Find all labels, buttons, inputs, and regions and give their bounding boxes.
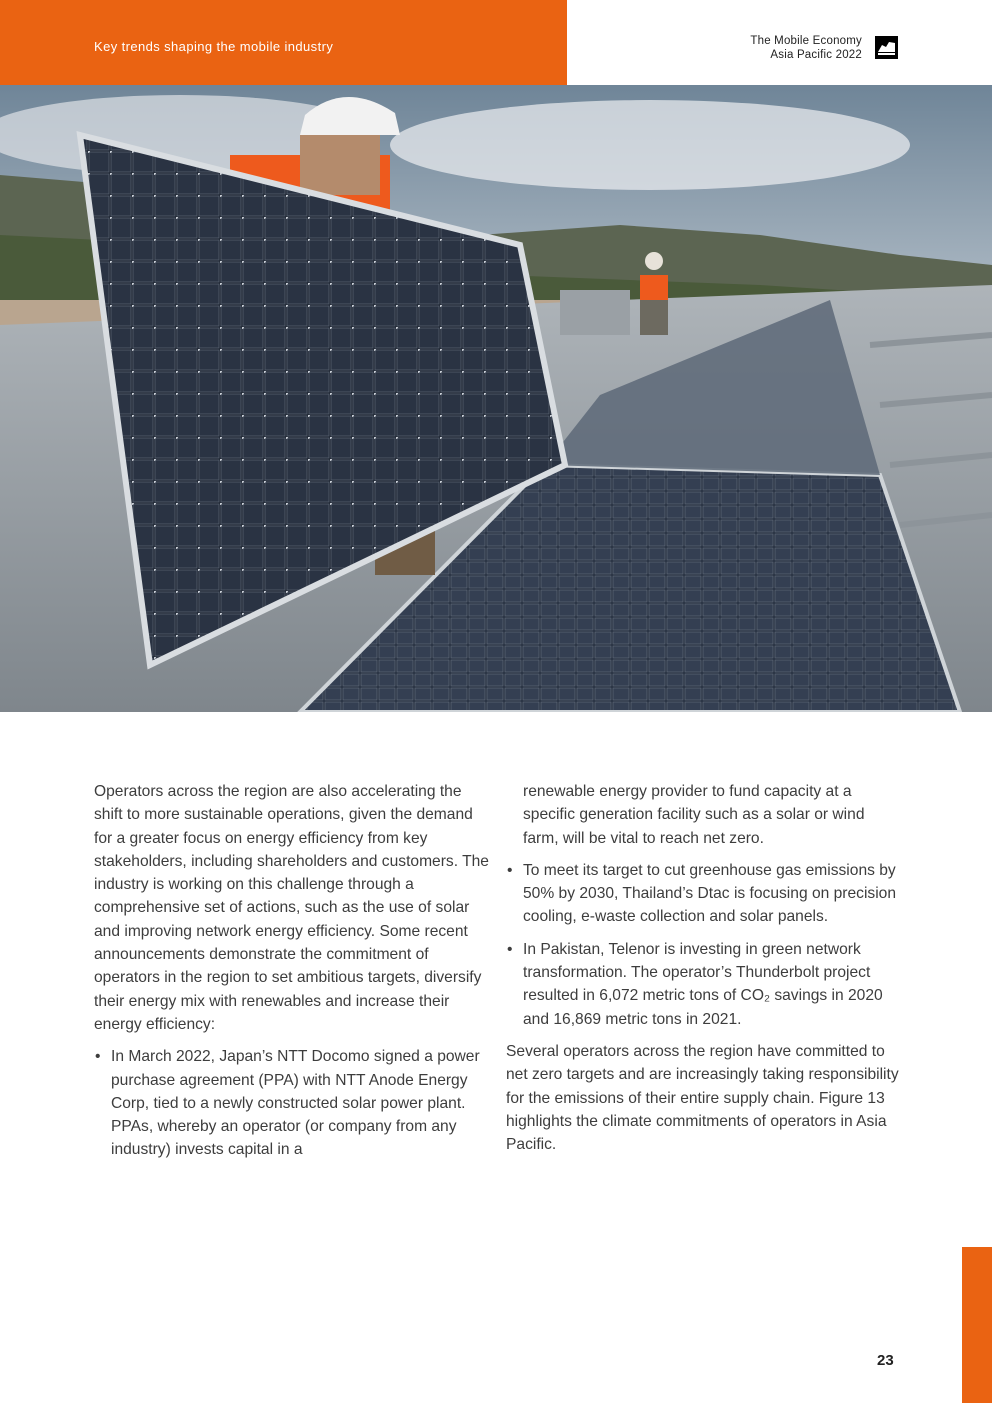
intro-paragraph: Operators across the region are also accelerating the shift to more sustainable operations, given the demand for a greater focus on energy efficiency from key stakeholders, including shareholders and customers. The industry is working on this challenge through a comprehensive set of actions, such as the use of solar and improving network energy efficiency. Some recent announcements demonstrate the commitment of operators in the region to set ambitious targets, diversify their energy mix with renewables and increase their energy efficiency: xyxy=(94,783,489,1033)
bullet-telenor: • In Pakistan, Telenor is investing in green network transformation. The operator’s Thunderbolt project resulted in 6,072 metric tons of CO₂ savings in 2020 and 16,869 metric tons in 2021. xyxy=(506,938,901,1031)
header-band xyxy=(0,0,567,85)
publication-line-2: Asia Pacific 2022 xyxy=(770,49,862,61)
side-accent-tab xyxy=(962,1247,992,1403)
gsma-logo-icon xyxy=(875,36,898,59)
bullet-list-right xyxy=(506,859,901,1031)
bullet-list-left xyxy=(94,1045,489,1161)
body-left-column xyxy=(94,780,489,1171)
section-title: Key trends shaping the mobile industry xyxy=(94,39,334,54)
body-right-column xyxy=(506,780,901,1156)
bullet-dtac: • To meet its target to cut greenhouse gas emissions by 50% by 2030, Thailand’s Dtac is focusing on precision cooling, e-waste collection and solar panels. xyxy=(506,859,901,929)
page-number: 23 xyxy=(877,1352,894,1369)
hero-photo xyxy=(0,85,992,712)
bullet-ntt-docomo: • In March 2022, Japan’s NTT Docomo signed a power purchase agreement (PPA) with NTT Anode Energy Corp, tied to a newly constructed solar power plant. PPAs, whereby an operator (or company from any industry) invests capital in a xyxy=(94,1045,489,1161)
publication-title xyxy=(750,34,862,62)
closing-paragraph: Several operators across the region have committed to net zero targets and are increasingly taking responsibility for the emissions of their entire supply chain. Figure 13 highlights the climate commitments of operators in Asia Pacific. xyxy=(506,1042,899,1154)
bullet-ntt-docomo-continued: renewable energy provider to fund capacity at a specific generation facility such as a solar or wind farm, will be vital to reach net zero. xyxy=(523,783,865,847)
publication-line-1: The Mobile Economy xyxy=(750,35,862,47)
